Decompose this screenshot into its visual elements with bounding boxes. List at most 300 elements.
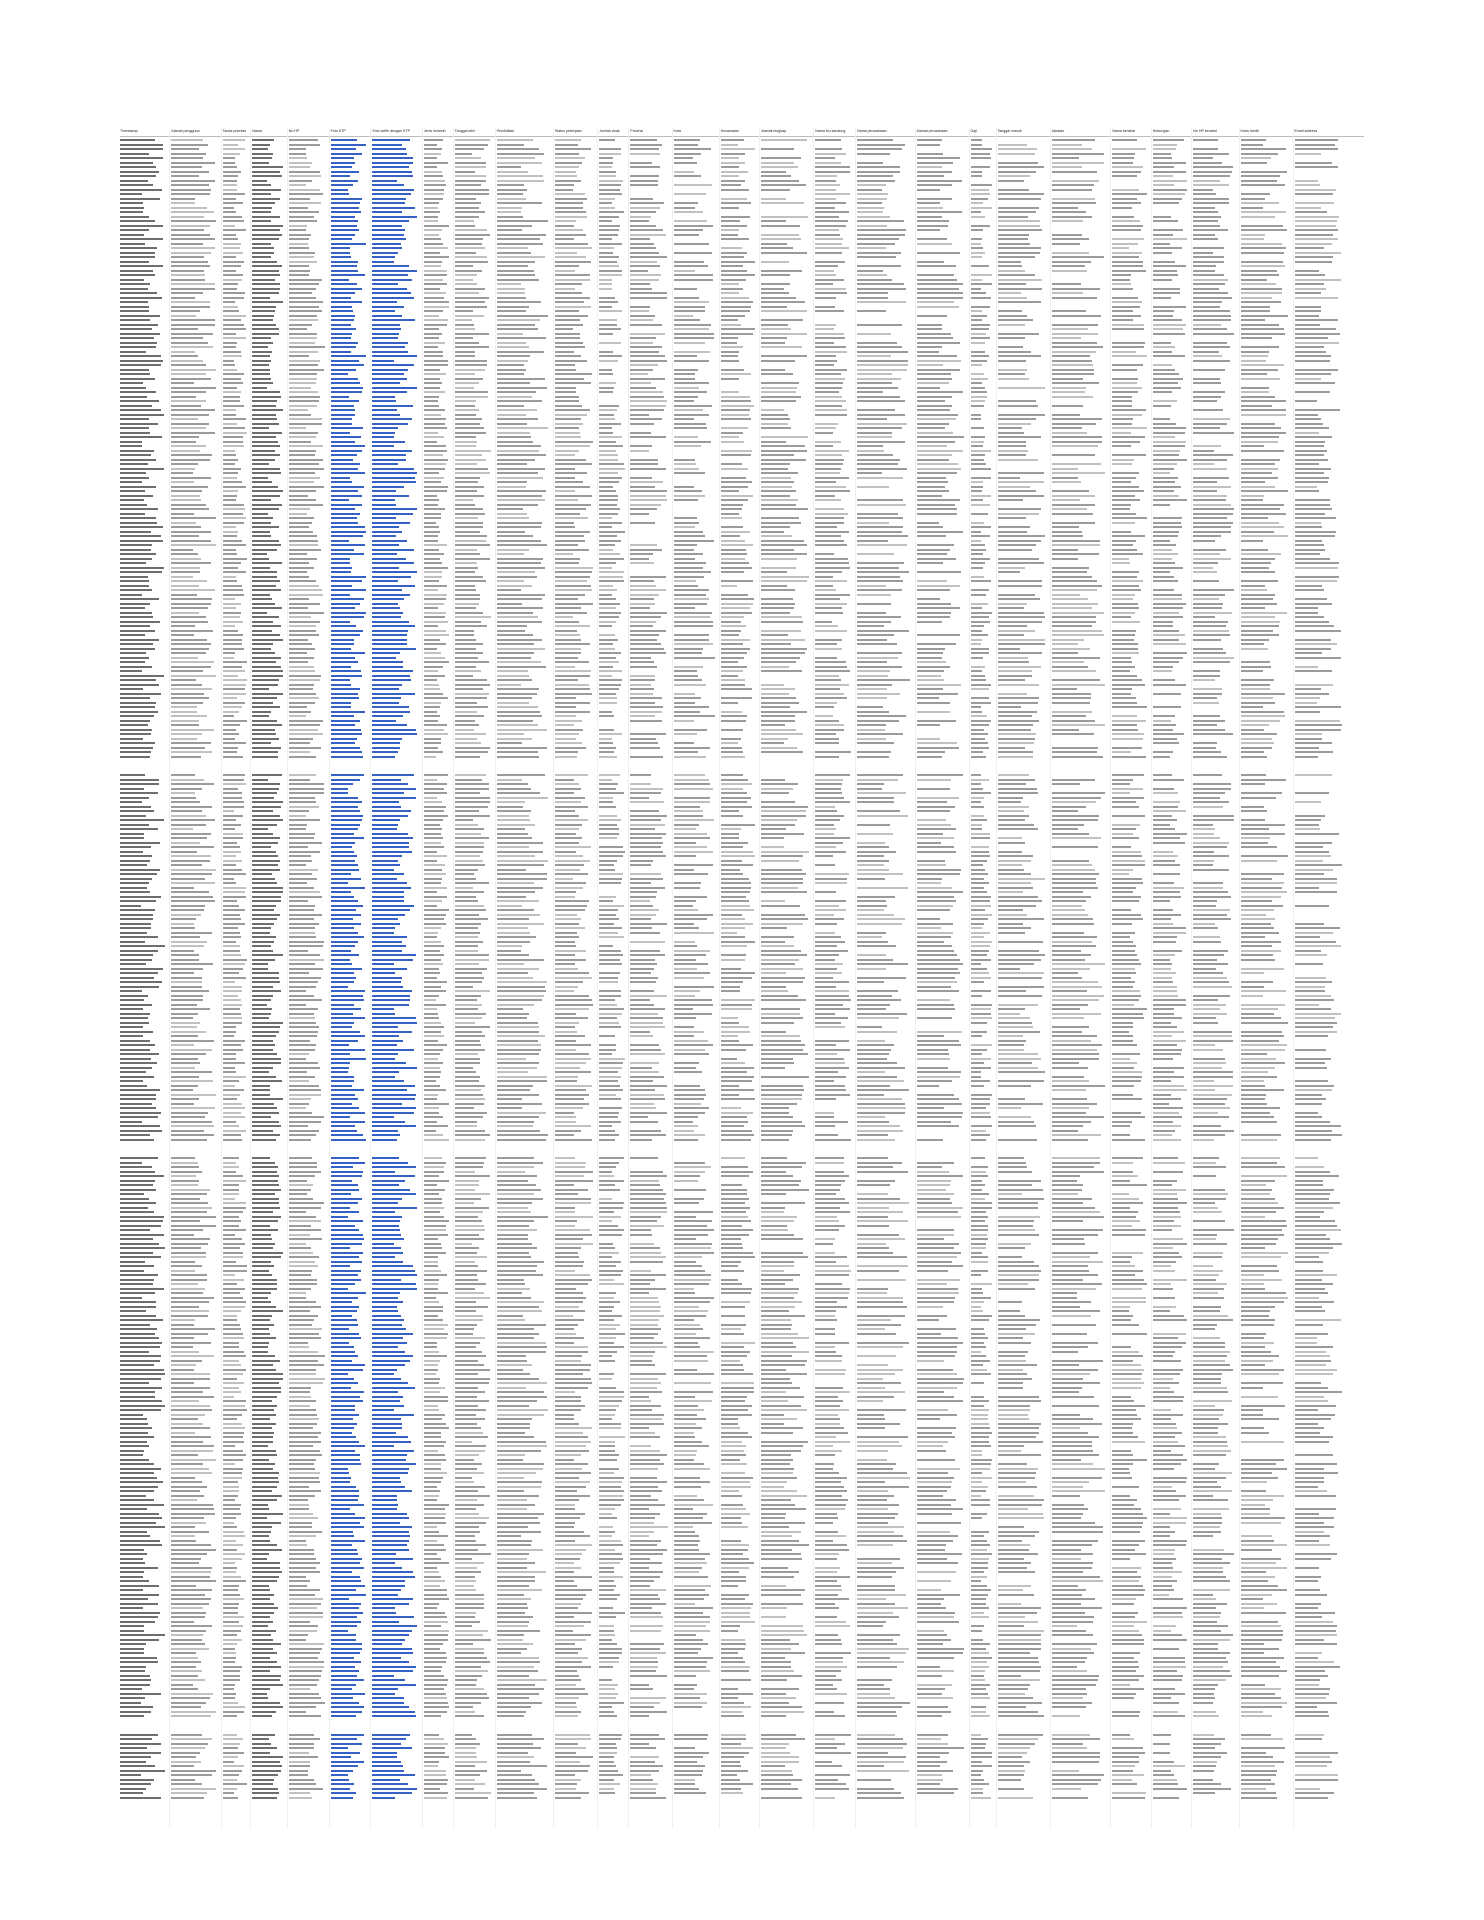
cell-text[interactable]	[331, 382, 361, 384]
cell-text[interactable]	[372, 220, 409, 222]
cell-text[interactable]	[372, 189, 414, 191]
cell-text[interactable]	[372, 797, 415, 799]
cell-text[interactable]	[331, 225, 357, 227]
cell-text[interactable]	[331, 990, 365, 992]
cell-text[interactable]	[331, 445, 365, 447]
cell-text[interactable]	[372, 333, 399, 335]
cell-text[interactable]	[331, 288, 362, 290]
cell-text[interactable]	[372, 621, 409, 623]
cell-text[interactable]	[372, 999, 409, 1001]
cell-text[interactable]	[372, 144, 402, 146]
cell-text[interactable]	[331, 328, 356, 330]
cell-text[interactable]	[331, 535, 363, 537]
cell-text[interactable]	[331, 729, 361, 731]
cell-text[interactable]	[372, 918, 397, 920]
cell-text[interactable]	[331, 490, 358, 492]
cell-text[interactable]	[331, 324, 351, 326]
cell-text[interactable]	[331, 355, 367, 357]
cell-text[interactable]	[372, 306, 404, 308]
cell-text[interactable]	[372, 270, 416, 272]
cell-text[interactable]	[331, 513, 361, 515]
cell-text[interactable]	[372, 486, 404, 488]
cell-text[interactable]	[372, 720, 396, 722]
cell-text[interactable]	[372, 166, 408, 168]
cell-text[interactable]	[331, 580, 362, 582]
cell-text[interactable]	[331, 801, 363, 803]
cell-text[interactable]	[372, 225, 402, 227]
cell-text[interactable]	[331, 751, 362, 753]
cell-text[interactable]	[372, 355, 417, 357]
cell-text[interactable]	[331, 495, 363, 497]
cell-text[interactable]	[372, 373, 404, 375]
cell-text[interactable]	[372, 427, 397, 429]
cell-text[interactable]	[372, 729, 416, 731]
cell-text[interactable]	[372, 679, 410, 681]
cell-text[interactable]	[372, 328, 400, 330]
cell-text[interactable]	[331, 612, 366, 614]
cell-text[interactable]	[331, 756, 364, 758]
cell-text[interactable]	[372, 283, 397, 285]
cell-text[interactable]	[372, 968, 407, 970]
cell-text[interactable]	[372, 234, 404, 236]
cell-text[interactable]	[331, 986, 348, 988]
cell-text[interactable]	[331, 914, 361, 916]
cell-text[interactable]	[372, 693, 415, 695]
cell-text[interactable]	[372, 450, 412, 452]
cell-text[interactable]	[372, 941, 402, 943]
cell-text[interactable]	[331, 616, 364, 618]
cell-text[interactable]	[372, 779, 400, 781]
cell-text[interactable]	[372, 833, 407, 835]
cell-text[interactable]	[331, 558, 351, 560]
cell-text[interactable]	[372, 977, 401, 979]
cell-text[interactable]	[331, 189, 348, 191]
cell-text[interactable]	[372, 180, 397, 182]
cell-text[interactable]	[372, 544, 398, 546]
cell-text[interactable]	[331, 576, 367, 578]
cell-text[interactable]	[372, 301, 397, 303]
cell-text[interactable]	[331, 531, 367, 533]
cell-text[interactable]	[372, 567, 398, 569]
cell-text[interactable]	[331, 706, 351, 708]
cell-text[interactable]	[372, 238, 405, 240]
cell-text[interactable]	[331, 598, 365, 600]
cell-text[interactable]	[372, 905, 413, 907]
cell-text[interactable]	[372, 342, 407, 344]
cell-text[interactable]	[331, 265, 358, 267]
cell-text[interactable]	[372, 878, 396, 880]
cell-text[interactable]	[331, 436, 361, 438]
cell-text[interactable]	[331, 337, 352, 339]
cell-text[interactable]	[331, 526, 365, 528]
cell-text[interactable]	[331, 198, 362, 200]
cell-text[interactable]	[372, 851, 412, 853]
cell-text[interactable]	[372, 562, 414, 564]
cell-text[interactable]	[331, 648, 351, 650]
cell-text[interactable]	[372, 697, 401, 699]
cell-text[interactable]	[372, 405, 412, 407]
cell-text[interactable]	[372, 315, 402, 317]
cell-text[interactable]	[331, 887, 365, 889]
cell-text[interactable]	[331, 346, 357, 348]
cell-text[interactable]	[331, 878, 361, 880]
cell-text[interactable]	[331, 229, 360, 231]
cell-text[interactable]	[372, 828, 396, 830]
cell-text[interactable]	[331, 387, 363, 389]
cell-text[interactable]	[372, 824, 398, 826]
cell-text[interactable]	[331, 486, 365, 488]
cell-text[interactable]	[331, 670, 361, 672]
cell-text[interactable]	[372, 643, 406, 645]
cell-text[interactable]	[331, 193, 350, 195]
cell-text[interactable]	[331, 432, 351, 434]
cell-text[interactable]	[331, 162, 356, 164]
cell-text[interactable]	[372, 810, 410, 812]
cell-text[interactable]	[372, 292, 411, 294]
cell-text[interactable]	[372, 409, 396, 411]
cell-text[interactable]	[331, 927, 355, 929]
cell-text[interactable]	[372, 1004, 409, 1006]
cell-text[interactable]	[331, 310, 354, 312]
cell-text[interactable]	[372, 932, 394, 934]
cell-text[interactable]	[372, 549, 414, 551]
cell-text[interactable]	[331, 157, 355, 159]
cell-text[interactable]	[331, 409, 356, 411]
cell-text[interactable]	[372, 900, 404, 902]
cell-text[interactable]	[331, 468, 358, 470]
cell-text[interactable]	[372, 418, 412, 420]
cell-text[interactable]	[331, 945, 356, 947]
cell-text[interactable]	[331, 517, 357, 519]
cell-text[interactable]	[331, 351, 351, 353]
cell-text[interactable]	[372, 927, 394, 929]
cell-text[interactable]	[331, 441, 356, 443]
cell-text[interactable]	[331, 1017, 365, 1019]
cell-text[interactable]	[372, 481, 415, 483]
cell-text[interactable]	[372, 959, 412, 961]
cell-text[interactable]	[372, 963, 394, 965]
cell-text[interactable]	[372, 882, 407, 884]
cell-text[interactable]	[372, 657, 395, 659]
cell-text[interactable]	[372, 724, 406, 726]
cell-text[interactable]	[331, 819, 362, 821]
cell-text[interactable]	[372, 742, 399, 744]
cell-text[interactable]	[372, 382, 400, 384]
cell-text[interactable]	[372, 616, 401, 618]
cell-text[interactable]	[331, 211, 362, 213]
cell-text[interactable]	[331, 828, 359, 830]
cell-text[interactable]	[331, 733, 362, 735]
cell-text[interactable]	[331, 846, 352, 848]
cell-text[interactable]	[372, 909, 409, 911]
cell-text[interactable]	[372, 490, 396, 492]
cell-text[interactable]	[372, 684, 401, 686]
cell-text[interactable]	[372, 594, 410, 596]
cell-text[interactable]	[372, 612, 402, 614]
cell-text[interactable]	[372, 378, 407, 380]
cell-text[interactable]	[331, 522, 358, 524]
cell-text[interactable]	[372, 468, 413, 470]
cell-text[interactable]	[331, 882, 348, 884]
cell-text[interactable]	[372, 522, 409, 524]
cell-text[interactable]	[331, 742, 356, 744]
cell-text[interactable]	[331, 905, 364, 907]
cell-text[interactable]	[331, 283, 358, 285]
cell-text[interactable]	[372, 580, 397, 582]
cell-text[interactable]	[331, 855, 357, 857]
cell-text[interactable]	[372, 873, 404, 875]
cell-text[interactable]	[372, 175, 412, 177]
cell-text[interactable]	[331, 896, 355, 898]
cell-text[interactable]	[331, 427, 364, 429]
cell-text[interactable]	[372, 702, 398, 704]
cell-text[interactable]	[331, 679, 350, 681]
cell-text[interactable]	[372, 792, 403, 794]
cell-text[interactable]	[372, 801, 398, 803]
cell-text[interactable]	[331, 639, 354, 641]
cell-text[interactable]	[372, 756, 395, 758]
cell-text[interactable]	[331, 779, 360, 781]
cell-text[interactable]	[331, 999, 364, 1001]
cell-text[interactable]	[372, 648, 416, 650]
cell-text[interactable]	[372, 585, 414, 587]
cell-text[interactable]	[331, 234, 356, 236]
cell-text[interactable]	[372, 535, 395, 537]
cell-text[interactable]	[372, 211, 401, 213]
cell-text[interactable]	[331, 797, 358, 799]
cell-text[interactable]	[331, 418, 353, 420]
cell-text[interactable]	[372, 711, 410, 713]
cell-text[interactable]	[372, 139, 409, 141]
cell-text[interactable]	[331, 360, 359, 362]
cell-text[interactable]	[331, 396, 349, 398]
cell-text[interactable]	[331, 666, 352, 668]
cell-text[interactable]	[372, 891, 404, 893]
cell-text[interactable]	[372, 436, 394, 438]
cell-text[interactable]	[372, 630, 408, 632]
cell-text[interactable]	[331, 567, 353, 569]
cell-text[interactable]	[331, 247, 350, 249]
cell-text[interactable]	[331, 454, 357, 456]
cell-text[interactable]	[372, 459, 406, 461]
cell-text[interactable]	[331, 968, 362, 970]
cell-text[interactable]	[372, 445, 393, 447]
cell-text[interactable]	[331, 634, 360, 636]
cell-text[interactable]	[372, 319, 415, 321]
cell-text[interactable]	[372, 414, 400, 416]
cell-text[interactable]	[331, 585, 352, 587]
cell-text[interactable]	[372, 517, 396, 519]
cell-text[interactable]	[331, 549, 354, 551]
cell-text[interactable]	[372, 153, 406, 155]
cell-text[interactable]	[331, 292, 356, 294]
cell-text[interactable]	[372, 972, 395, 974]
cell-text[interactable]	[372, 504, 395, 506]
cell-text[interactable]	[372, 819, 399, 821]
cell-text[interactable]	[331, 864, 359, 866]
cell-text[interactable]	[331, 621, 350, 623]
cell-text[interactable]	[372, 463, 397, 465]
cell-text[interactable]	[372, 670, 412, 672]
cell-text[interactable]	[372, 625, 415, 627]
cell-text[interactable]	[331, 153, 362, 155]
cell-text[interactable]	[331, 148, 356, 150]
cell-text[interactable]	[372, 229, 405, 231]
cell-text[interactable]	[331, 977, 356, 979]
cell-text[interactable]	[331, 954, 360, 956]
cell-text[interactable]	[331, 333, 353, 335]
cell-text[interactable]	[331, 400, 360, 402]
cell-text[interactable]	[331, 481, 353, 483]
cell-text[interactable]	[372, 1013, 394, 1015]
cell-text[interactable]	[372, 265, 409, 267]
cell-text[interactable]	[331, 688, 361, 690]
cell-text[interactable]	[331, 256, 351, 258]
cell-text[interactable]	[372, 914, 404, 916]
cell-text[interactable]	[372, 432, 394, 434]
cell-text[interactable]	[372, 454, 406, 456]
cell-text[interactable]	[331, 923, 361, 925]
cell-text[interactable]	[372, 783, 407, 785]
cell-text[interactable]	[331, 842, 355, 844]
cell-text[interactable]	[372, 995, 410, 997]
cell-text[interactable]	[331, 180, 359, 182]
cell-text[interactable]	[372, 990, 411, 992]
cell-text[interactable]	[372, 441, 404, 443]
cell-text[interactable]	[372, 279, 412, 281]
cell-text[interactable]	[331, 851, 354, 853]
cell-text[interactable]	[372, 391, 406, 393]
cell-text[interactable]	[372, 688, 399, 690]
cell-text[interactable]	[372, 589, 402, 591]
cell-text[interactable]	[372, 558, 406, 560]
cell-text[interactable]	[331, 297, 351, 299]
cell-text[interactable]	[331, 508, 356, 510]
cell-text[interactable]	[372, 607, 400, 609]
cell-text[interactable]	[331, 315, 355, 317]
cell-text[interactable]	[372, 837, 413, 839]
cell-text[interactable]	[331, 715, 354, 717]
cell-text[interactable]	[372, 369, 407, 371]
cell-text[interactable]	[372, 706, 408, 708]
cell-text[interactable]	[331, 652, 365, 654]
cell-text[interactable]	[331, 702, 351, 704]
cell-text[interactable]	[331, 747, 361, 749]
cell-text[interactable]	[372, 950, 402, 952]
cell-text[interactable]	[331, 959, 351, 961]
cell-text[interactable]	[372, 576, 411, 578]
cell-text[interactable]	[331, 788, 349, 790]
cell-text[interactable]	[372, 310, 394, 312]
cell-text[interactable]	[372, 945, 405, 947]
cell-text[interactable]	[331, 414, 355, 416]
cell-text[interactable]	[372, 202, 405, 204]
cell-text[interactable]	[331, 941, 358, 943]
cell-text[interactable]	[331, 540, 350, 542]
cell-text[interactable]	[372, 553, 397, 555]
cell-text[interactable]	[372, 936, 406, 938]
cell-text[interactable]	[331, 675, 363, 677]
cell-text[interactable]	[372, 860, 398, 862]
cell-text[interactable]	[331, 900, 358, 902]
cell-text[interactable]	[331, 139, 357, 141]
cell-text[interactable]	[331, 792, 348, 794]
cell-text[interactable]	[331, 364, 364, 366]
cell-text[interactable]	[372, 896, 404, 898]
cell-text[interactable]	[372, 193, 411, 195]
cell-text[interactable]	[331, 423, 353, 425]
cell-text[interactable]	[331, 869, 359, 871]
cell-text[interactable]	[372, 364, 413, 366]
cell-text[interactable]	[372, 216, 417, 218]
cell-text[interactable]	[372, 508, 416, 510]
cell-text[interactable]	[372, 675, 410, 677]
cell-text[interactable]	[331, 1004, 354, 1006]
cell-text[interactable]	[331, 499, 350, 501]
cell-text[interactable]	[331, 463, 360, 465]
cell-text[interactable]	[331, 720, 360, 722]
cell-text[interactable]	[331, 643, 354, 645]
cell-text[interactable]	[331, 391, 362, 393]
cell-text[interactable]	[372, 324, 400, 326]
cell-text[interactable]	[372, 1017, 415, 1019]
cell-text[interactable]	[372, 198, 406, 200]
cell-text[interactable]	[372, 252, 398, 254]
cell-text[interactable]	[372, 360, 394, 362]
cell-text[interactable]	[372, 499, 394, 501]
cell-text[interactable]	[331, 405, 354, 407]
cell-text[interactable]	[331, 909, 356, 911]
cell-text[interactable]	[331, 833, 354, 835]
cell-text[interactable]	[372, 815, 408, 817]
cell-text[interactable]	[372, 774, 414, 776]
cell-text[interactable]	[331, 891, 351, 893]
cell-text[interactable]	[372, 184, 404, 186]
cell-text[interactable]	[331, 918, 353, 920]
cell-text[interactable]	[331, 630, 364, 632]
cell-text[interactable]	[331, 220, 358, 222]
cell-text[interactable]	[372, 661, 402, 663]
cell-text[interactable]	[331, 661, 358, 663]
cell-text[interactable]	[372, 207, 415, 209]
cell-text[interactable]	[331, 369, 356, 371]
cell-text[interactable]	[331, 261, 358, 263]
cell-text[interactable]	[331, 724, 355, 726]
cell-text[interactable]	[331, 504, 363, 506]
cell-text[interactable]	[331, 738, 357, 740]
cell-text[interactable]	[331, 279, 350, 281]
cell-text[interactable]	[331, 860, 355, 862]
cell-text[interactable]	[331, 873, 352, 875]
cell-text[interactable]	[372, 855, 401, 857]
cell-text[interactable]	[372, 495, 409, 497]
cell-text[interactable]	[331, 995, 364, 997]
cell-text[interactable]	[331, 607, 356, 609]
cell-text[interactable]	[372, 387, 417, 389]
cell-text[interactable]	[331, 243, 366, 245]
cell-text[interactable]	[372, 297, 414, 299]
cell-text[interactable]	[331, 171, 359, 173]
cell-text[interactable]	[331, 657, 355, 659]
cell-text[interactable]	[372, 274, 407, 276]
cell-text[interactable]	[372, 869, 393, 871]
cell-text[interactable]	[331, 301, 362, 303]
cell-text[interactable]	[372, 346, 404, 348]
cell-text[interactable]	[331, 373, 349, 375]
cell-text[interactable]	[372, 603, 398, 605]
cell-text[interactable]	[331, 693, 358, 695]
cell-text[interactable]	[372, 981, 400, 983]
